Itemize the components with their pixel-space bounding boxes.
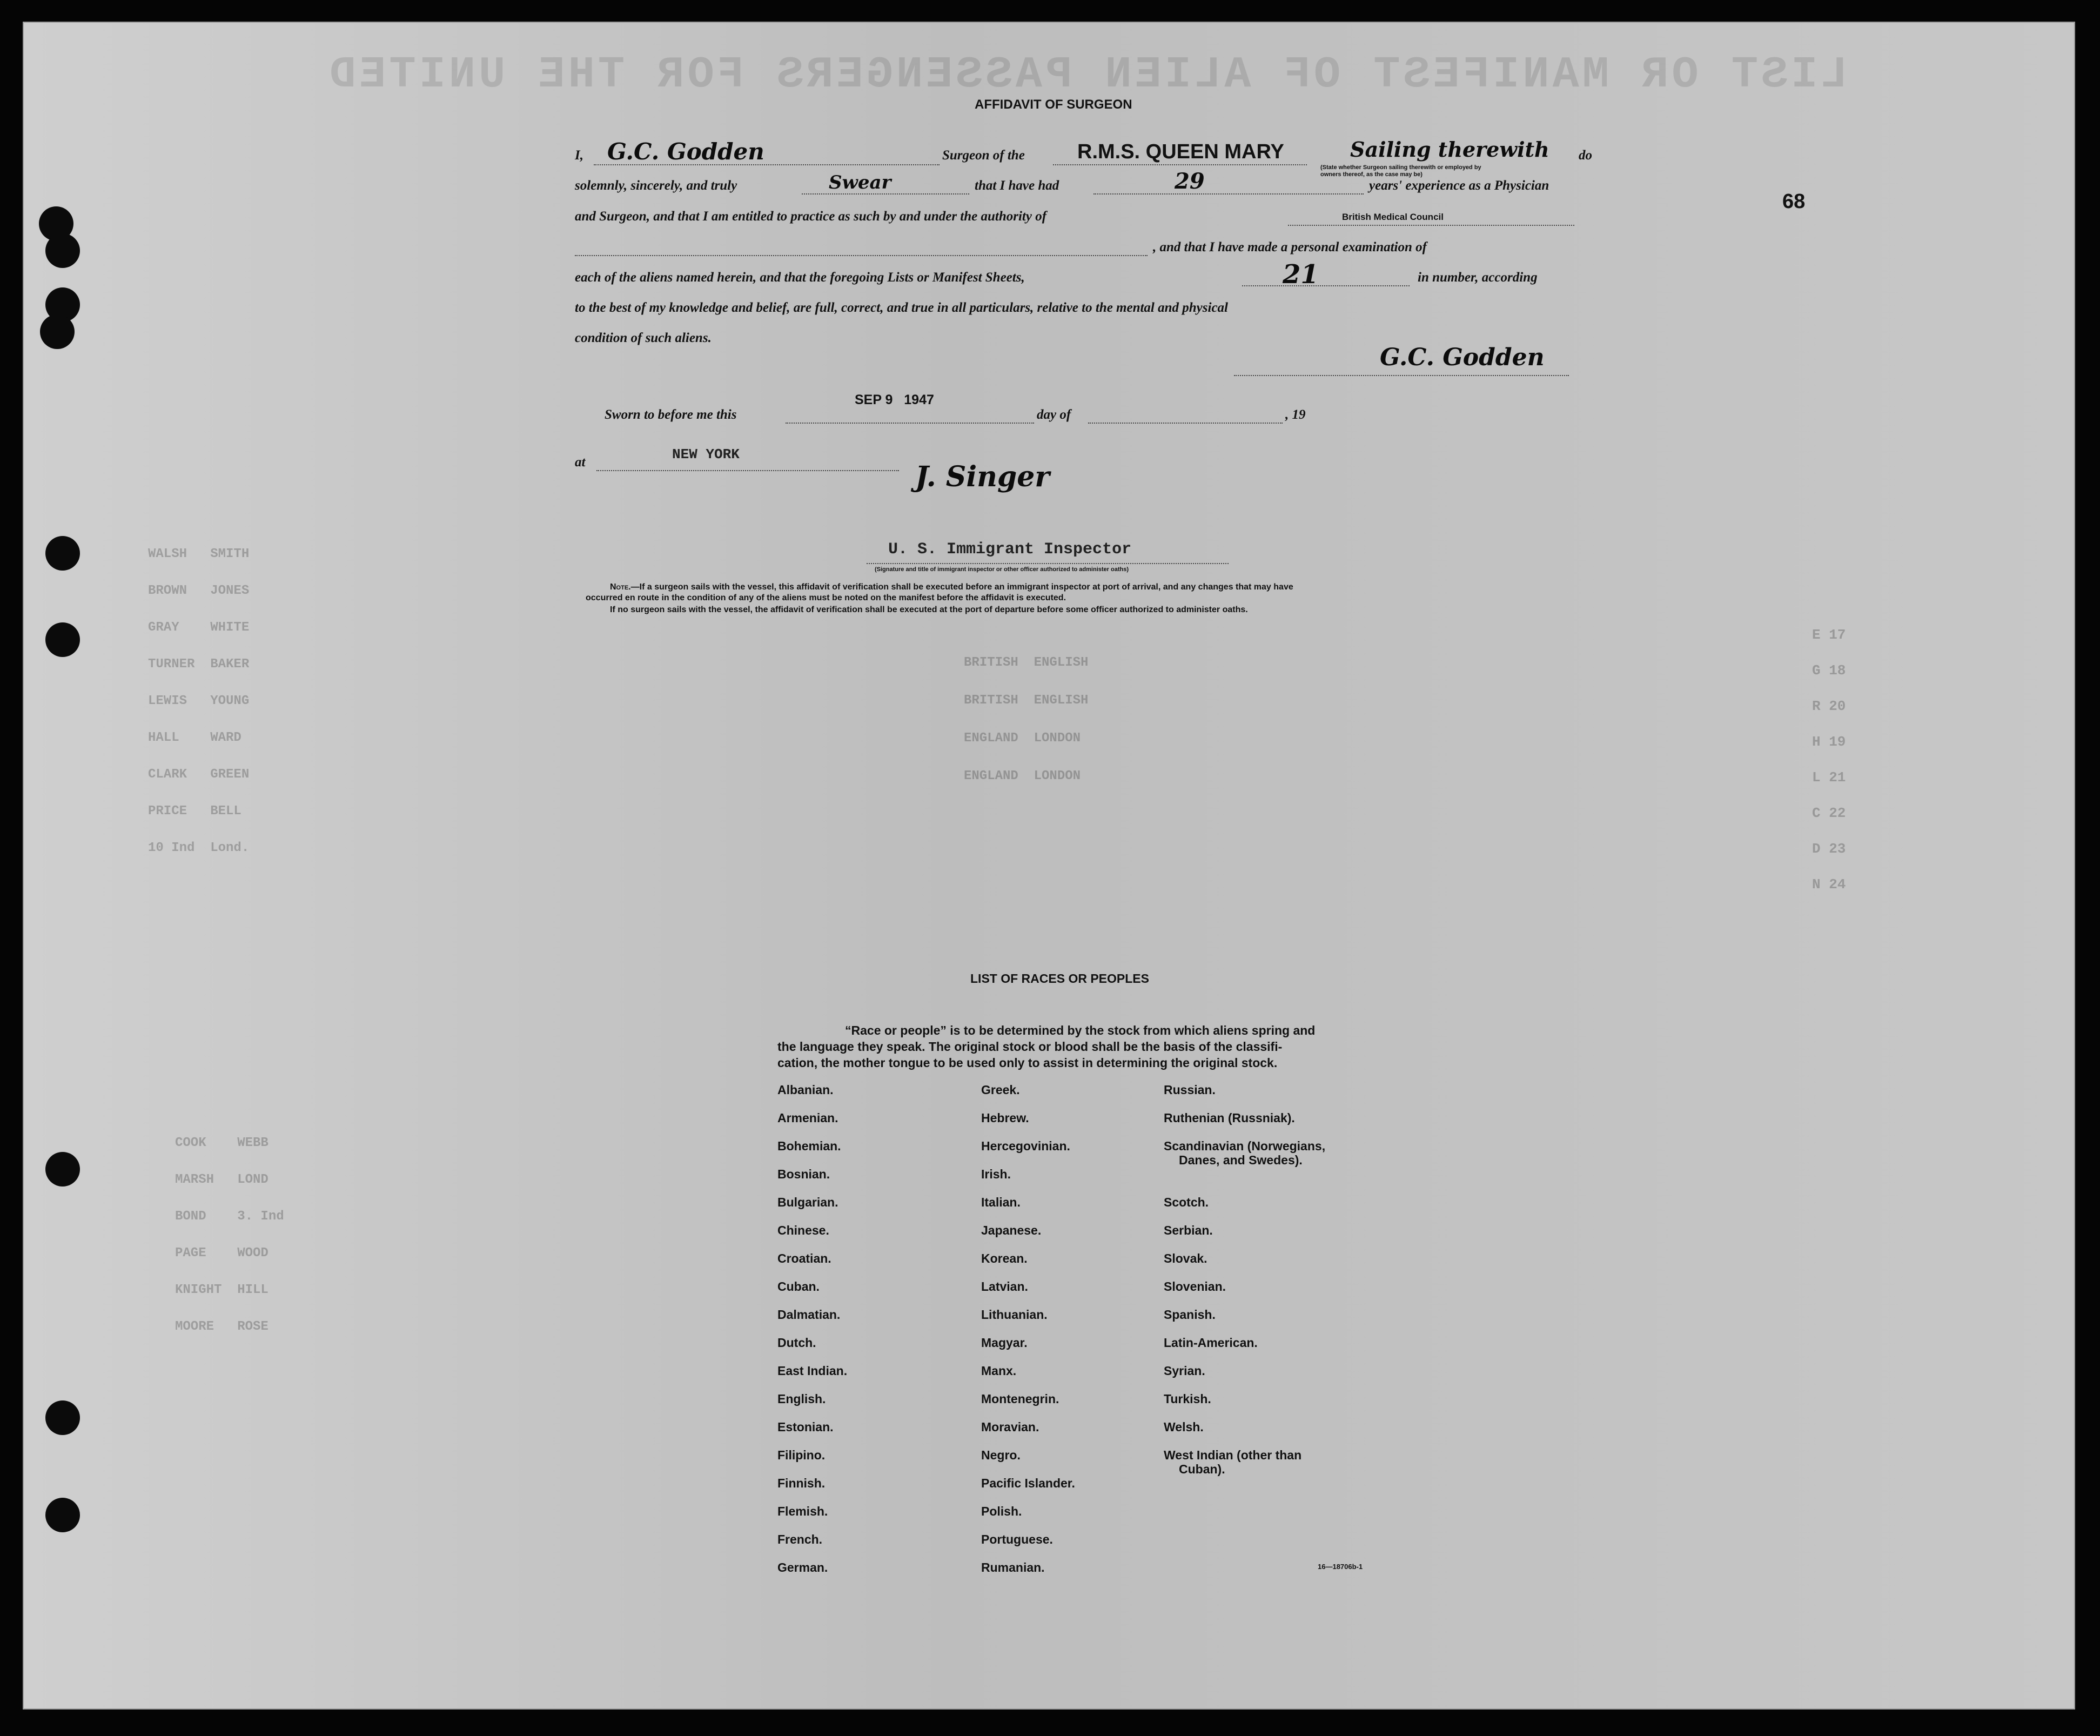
- bleed-through-column: WALSH SMITH BROWN JONES GRAY WHITE TURNER BAKER LEWIS YOUNG HALL WARD CLARK GREEN PRICE BELL 10 Ind Lond.: [148, 547, 250, 855]
- race-item: Moravian.: [981, 1420, 1039, 1434]
- race-item: Dalmatian.: [777, 1308, 841, 1322]
- note-line3: If no surgeon sails with the vessel, the affidavit of verification shall be executed at the port of departure before some officer authorized to administer oaths.: [610, 605, 1248, 614]
- authority: British Medical Council: [1342, 212, 1444, 222]
- punch-hole: [40, 314, 75, 349]
- race-item: Italian.: [981, 1195, 1021, 1209]
- at-label: at: [575, 455, 586, 470]
- punch-hole: [45, 1498, 80, 1532]
- races-column-1: [777, 1083, 940, 1580]
- race-item: Manx.: [981, 1364, 1017, 1378]
- surgeon-name: G.C. Godden: [607, 138, 764, 165]
- punch-hole: [45, 1152, 80, 1187]
- race-item: Serbian.: [1164, 1223, 1213, 1237]
- race-item: Japanese.: [981, 1223, 1042, 1237]
- race-item: Dutch.: [777, 1336, 816, 1350]
- race-item: Scotch.: [1164, 1195, 1209, 1209]
- race-item: West Indian (other than: [1164, 1448, 1302, 1462]
- bleed-through-column-2: BRITISH ENGLISH BRITISH ENGLISH ENGLAND LONDON ENGLAND LONDON: [964, 655, 1089, 783]
- race-item: French.: [777, 1532, 823, 1546]
- races-column-2: [981, 1083, 1154, 1580]
- ship-name: R.M.S. QUEEN MARY: [1077, 140, 1284, 163]
- sworn-mid: day of: [1037, 407, 1071, 422]
- line2-mid: that I have had: [975, 178, 1059, 193]
- line2-prefix: solemnly, sincerely, and truly: [575, 178, 737, 193]
- race-item: Cuban.: [777, 1279, 820, 1293]
- line3-text: and Surgeon, and that I am entitled to practice as such by and under the authority of: [575, 209, 1047, 224]
- race-item: Pacific Islander.: [981, 1476, 1075, 1490]
- form-number: 16—18706b-1: [1318, 1563, 1363, 1571]
- race-item: Albanian.: [777, 1083, 834, 1097]
- race-item: Croatian.: [777, 1251, 831, 1265]
- line2-suffix: years' experience as a Physician: [1369, 178, 1549, 193]
- inspector-signature: J. Singer: [915, 460, 1050, 493]
- races-intro-1: “Race or people” is to be determined by the stock from which aliens spring and: [845, 1023, 1316, 1037]
- line6-text: to the best of my knowledge and belief, are full, correct, and true in all particulars, relative to the mental and physical: [575, 300, 1228, 315]
- location: NEW YORK: [672, 446, 740, 463]
- race-item: Slovak.: [1164, 1251, 1207, 1265]
- punch-hole: [45, 233, 80, 268]
- race-item: Greek.: [981, 1083, 1020, 1097]
- race-item: Latin-American.: [1164, 1336, 1258, 1350]
- race-item: Negro.: [981, 1448, 1021, 1462]
- line1-mid: Surgeon of the: [942, 148, 1025, 163]
- race-item: Filipino.: [777, 1448, 826, 1462]
- race-item: Rumanian.: [981, 1560, 1045, 1574]
- race-item: Flemish.: [777, 1504, 828, 1518]
- races-intro-2: the language they speak. The original stock or blood shall be the basis of the classifi-: [777, 1040, 1283, 1054]
- race-item: Bulgarian.: [777, 1195, 838, 1209]
- affidavit-title: AFFIDAVIT OF SURGEON: [975, 97, 1132, 112]
- manifest-page: [23, 22, 2075, 1710]
- race-item: Korean.: [981, 1251, 1028, 1265]
- punch-hole: [45, 1400, 80, 1435]
- surgeon-status: Sailing therewith: [1350, 137, 1549, 162]
- race-item: Scandinavian (Norwegians,: [1164, 1139, 1326, 1153]
- race-item: Estonian.: [777, 1420, 834, 1434]
- race-item: Magyar.: [981, 1336, 1028, 1350]
- race-item: Welsh.: [1164, 1420, 1204, 1434]
- race-item: Bosnian.: [777, 1167, 830, 1181]
- race-item: German.: [777, 1560, 828, 1574]
- race-item: East Indian.: [777, 1364, 848, 1378]
- race-item: Turkish.: [1164, 1392, 1211, 1406]
- date-stamp: SEP 9 1947: [855, 392, 934, 407]
- race-item: Irish.: [981, 1167, 1011, 1181]
- race-item: Lithuanian.: [981, 1308, 1048, 1322]
- race-item: Hercegovinian.: [981, 1139, 1070, 1153]
- note-text-1: —If a surgeon sails with the vessel, this affidavit of verification shall be executed before an immigrant inspector at port of arrival, and any changes that may have: [630, 582, 1293, 592]
- punch-hole: [45, 622, 80, 657]
- surgeon-signature: G.C. Godden: [1380, 344, 1545, 371]
- race-item: English.: [777, 1392, 826, 1406]
- inspector-title: U. S. Immigrant Inspector: [888, 540, 1132, 559]
- line5-suffix: in number, according: [1418, 270, 1538, 285]
- line1-prefix: I,: [575, 148, 583, 163]
- line7-text: condition of such aliens.: [575, 331, 712, 345]
- races-title: LIST OF RACES OR PEOPLES: [970, 971, 1149, 986]
- sworn-suffix: , 19: [1285, 407, 1306, 422]
- race-item: Chinese.: [777, 1223, 829, 1237]
- note-line2: occurred en route in the condition of any of the aliens must be noted on the manifest before the affidavit is executed.: [586, 593, 1066, 602]
- race-item: Armenian.: [777, 1111, 838, 1125]
- years-experience: 29: [1175, 169, 1205, 194]
- race-item: Danes, and Swedes).: [1179, 1153, 1303, 1167]
- bleed-through-column-3: COOK WEBB MARSH LOND BOND 3. Ind PAGE WOOD KNIGHT HILL MOORE ROSE: [175, 1136, 284, 1334]
- punch-hole: [45, 536, 80, 571]
- race-item: Spanish.: [1164, 1308, 1216, 1322]
- race-item: Syrian.: [1164, 1364, 1205, 1378]
- line1-suffix: do: [1579, 148, 1592, 163]
- race-item: Ruthenian (Russniak).: [1164, 1111, 1295, 1125]
- note-label: Note.: [610, 582, 631, 592]
- race-item: Cuban).: [1179, 1462, 1225, 1476]
- race-item: Slovenian.: [1164, 1279, 1226, 1293]
- race-item: Russian.: [1164, 1083, 1216, 1097]
- race-item: Finnish.: [777, 1476, 826, 1490]
- race-item: Montenegrin.: [981, 1392, 1059, 1406]
- sworn-prefix: Sworn to before me this: [605, 407, 737, 422]
- races-column-3: [1164, 1083, 1380, 1580]
- race-item: Hebrew.: [981, 1111, 1029, 1125]
- bleed-through-column-4: E 17 G 18 R 20 H 19 L 21 C 22 D 23 N 24: [1812, 627, 1846, 893]
- status-note: (State whether Surgeon sailing therewith or employed by owners thereof, as the case may be): [1320, 164, 1481, 178]
- inspector-caption: (Signature and title of immigrant inspector or other officer authorized to administer oaths): [875, 566, 1129, 573]
- races-intro-3: cation, the mother tongue to be used only to assist in determining the original stock.: [777, 1056, 1278, 1070]
- line4-text: , and that I have made a personal examination of: [1153, 240, 1427, 254]
- race-item: Portuguese.: [981, 1532, 1053, 1546]
- sheet-count: 21: [1283, 259, 1319, 290]
- race-item: Latvian.: [981, 1279, 1028, 1293]
- race-item: Bohemian.: [777, 1139, 841, 1153]
- oath-verb: Swear: [829, 172, 891, 193]
- line5-prefix: each of the aliens named herein, and that the foregoing Lists or Manifest Sheets,: [575, 270, 1025, 285]
- race-item: Polish.: [981, 1504, 1022, 1518]
- note-line1: [610, 582, 1293, 592]
- bleed-through-heading: LIST OR MANIFEST OF ALIEN PASSENGERS FOR THE UNITED: [326, 50, 1848, 100]
- page-number: 68: [1782, 190, 1806, 213]
